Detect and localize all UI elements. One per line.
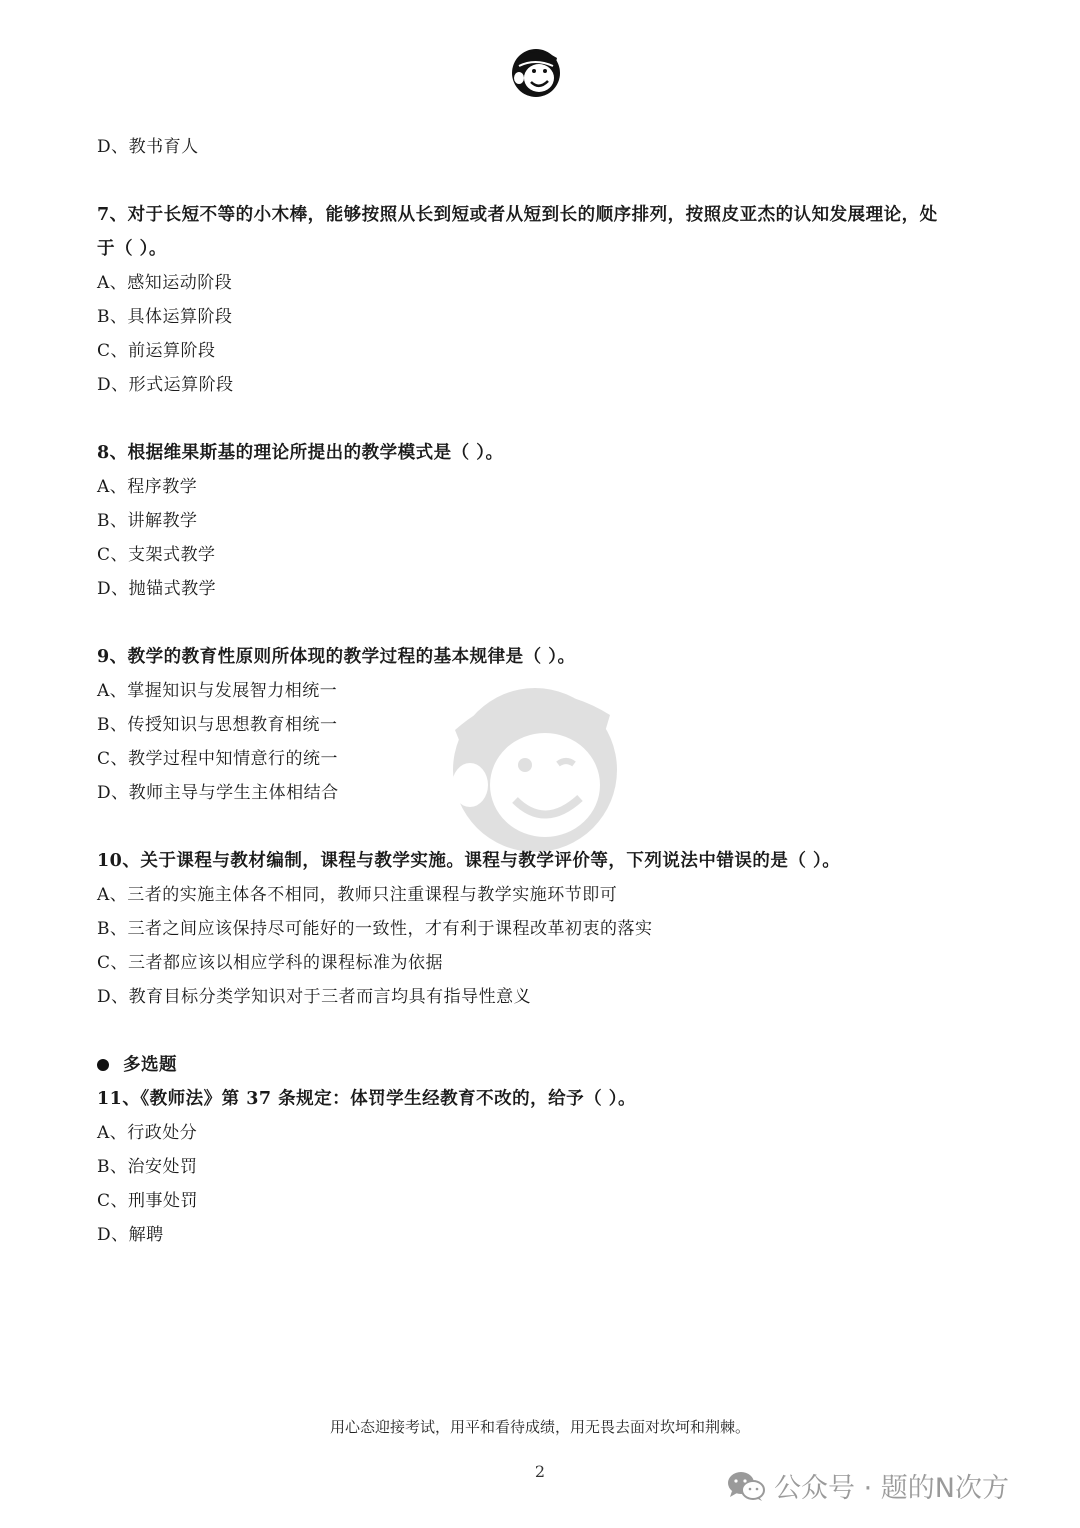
question-8-option-c: C、支架式教学 [97, 545, 216, 565]
question-10-option-a: A、三者的实施主体各不相同，教师只注重课程与教学实施环节即可 [97, 885, 618, 905]
question-10-option-d: D、教育目标分类学知识对于三者而言均具有指导性意义 [97, 987, 532, 1007]
question-11-option-b: B、治安处罚 [97, 1157, 198, 1177]
question-8-option-b: B、讲解教学 [97, 511, 198, 531]
question-7-stem-line-2: 于（ ）。 [97, 239, 167, 259]
page-number: 2 [534, 1462, 546, 1481]
monkey-watermark-icon [430, 660, 630, 860]
wechat-icon [726, 1470, 766, 1502]
question-10-stem: 10、关于课程与教材编制，课程与教学实施。课程与教学评价等，下列说法中错误的是（ ）。 [97, 851, 841, 871]
bullet-dot-icon [97, 1059, 109, 1071]
section-heading [97, 1054, 177, 1076]
question-8-stem: 8、根据维果斯基的理论所提出的教学模式是（ ）。 [97, 443, 504, 463]
question-7-option-a: A、感知运动阶段 [97, 273, 233, 293]
monkey-mascot-icon [505, 40, 565, 100]
question-7-option-b: B、具体运算阶段 [97, 307, 233, 327]
account-brand [726, 1466, 1009, 1505]
brand-label: 公众号 · 题的N次方 [774, 1473, 1009, 1504]
question-9-option-c: C、教学过程中知情意行的统一 [97, 749, 339, 769]
option-item: D、教书育人 [97, 137, 199, 157]
question-10-option-b: B、三者之间应该保持尽可能好的一致性，才有利于课程改革初衷的落实 [97, 919, 653, 939]
question-9-stem: 9、教学的教育性原则所体现的教学过程的基本规律是（ ）。 [97, 647, 576, 667]
question-11-option-c: C、刑事处罚 [97, 1191, 199, 1211]
footer-motto: 用心态迎接考试，用平和看待成绩，用无畏去面对坎坷和荆棘。 [329, 1418, 750, 1436]
section-heading-label: 多选题 [123, 1055, 177, 1075]
question-11-option-a: A、行政处分 [97, 1123, 198, 1143]
question-8-option-d: D、抛锚式教学 [97, 579, 217, 599]
question-7-stem-line-1: 7、对于长短不等的小木棒，能够按照从长到短或者从短到长的顺序排列，按照皮亚杰的认知发展理论，处 [97, 205, 938, 225]
question-9-option-b: B、传授知识与思想教育相统一 [97, 715, 338, 735]
question-10-option-c: C、三者都应该以相应学科的课程标准为依据 [97, 953, 444, 973]
question-7-option-d: D、形式运算阶段 [97, 375, 234, 395]
question-8-option-a: A、程序教学 [97, 477, 198, 497]
question-11-option-d: D、解聘 [97, 1225, 164, 1245]
question-9-option-d: D、教师主导与学生主体相结合 [97, 783, 339, 803]
question-11-stem: 11、《教师法》第 37 条规定：体罚学生经教育不改的，给予（ ）。 [97, 1089, 636, 1109]
question-7-option-c: C、前运算阶段 [97, 341, 216, 361]
question-9-option-a: A、掌握知识与发展智力相统一 [97, 681, 338, 701]
